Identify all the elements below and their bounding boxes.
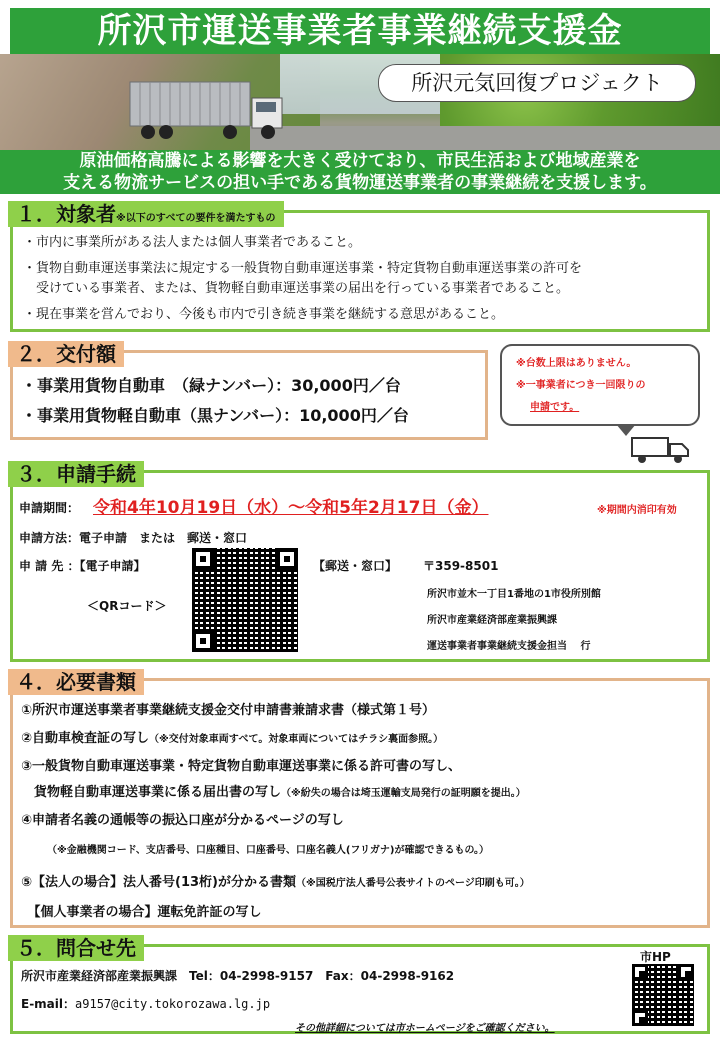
section-heading: ５．問合せ先 — [8, 935, 144, 961]
section-contact: 所沢市産業経済部産業振興課 Tel：04-2998-9157 Fax：04-2998-9162 E-mail：a9157@city.tokorozawa.lg.jp その他詳細については市ホームページをご確認ください。 — [10, 944, 710, 1034]
qr-code-application[interactable] — [192, 548, 298, 652]
eligibility-item: ・現在事業を営んでおり、今後も市内で引き続き事業を継続する意思があること。 — [23, 307, 505, 322]
bubble-tail — [616, 424, 636, 436]
section-heading: ３．申請手続 — [8, 461, 144, 487]
document-item: ②自動車検査証の写し（※交付対象車両すべて。対象車両についてはチラシ裏面参照。） — [21, 731, 444, 746]
document-item: ⑤【法人の場合】法人番号(13桁)が分かる書類（※国税庁法人番号公表サイトのページ印刷も可。） — [21, 875, 530, 890]
section-heading: １．対象者※以下のすべての要件を満たすもの — [8, 201, 284, 227]
application-period: 令和4年10月19日（水）～令和5年2月17日（金） — [93, 498, 489, 518]
section-heading: ２．交付額 — [8, 341, 124, 367]
document-item: ①所沢市運送事業者事業継続支援金交付申請書兼請求書（様式第１号） — [21, 703, 436, 718]
lead-text: 原油価格高騰による影響を大きく受けており、市民生活および地域産業を 支える物流サービスの担い手である貨物運送事業者の事業継続を支援します。 — [0, 150, 720, 194]
eligibility-item: ・市内に事業所がある法人または個人事業者であること。 — [23, 235, 362, 250]
document-item: ④申請者名義の通帳等の振込口座が分かるページの写し — [21, 813, 344, 828]
truck-icon — [630, 436, 690, 464]
project-subtitle: 所沢元気回復プロジェクト — [378, 64, 696, 102]
qr-code-homepage[interactable] — [632, 964, 694, 1026]
page-title: 所沢市運送事業者事業継続支援金 — [10, 8, 710, 54]
truck-icon — [120, 74, 290, 144]
amount-item: ・事業用貨物軽自動車（黒ナンバー）：10,000円／台 — [21, 406, 409, 425]
application-method: 申請方法：電子申請 または 郵送・窓口 — [19, 531, 248, 545]
footer-note: その他詳細については市ホームページをご確認ください。 — [295, 1023, 555, 1034]
amount-item: ・事業用貨物自動車 （緑ナンバー）：30,000円／台 — [21, 376, 401, 395]
section-heading: ４．必要書類 — [8, 669, 144, 695]
eligibility-item: ・貨物自動車運送事業法に規定する一般貨物自動車運送事業・特定貨物自動車運送事業の許可を — [23, 261, 583, 276]
document-note: （※金融機関コード、支店番号、口座種目、口座番号、口座名義人(フリガナ)が確認できるもの。） — [47, 845, 490, 856]
document-item: 【個人事業者の場合】運転免許証の写し — [21, 905, 262, 920]
section-application: 申請期間： 令和4年10月19日（水）～令和5年2月17日（金） ※期間内消印有効 申請方法：電子申請 または 郵送・窓口 申 請 先 ：【電子申請】 【郵送・窓口】 〒359-8501 ＜QRコード＞ 所沢市並木一丁目1番地の1市役所別館 所沢市産業経済部産業振興課 運送事業者事業継続支援金担当 行 — [10, 470, 710, 662]
section-documents — [10, 678, 710, 928]
section-eligibility — [10, 210, 710, 332]
email-link[interactable]: a9157@city.tokorozawa.lg.jp — [75, 997, 271, 1011]
note-bubble: ※台数上限はありません。 ※一事業者につき一回限りの 申請です。 — [500, 344, 700, 426]
postal-code: 〒359-8501 — [423, 559, 499, 573]
document-item: 貨物軽自動車運送事業に係る届出書の写し（※紛失の場合は埼玉運輸支局発行の証明願を提出。） — [21, 785, 526, 800]
contact-info: 所沢市産業経済部産業振興課 Tel：04-2998-9157 Fax：04-2998-9162 — [21, 969, 455, 983]
address-line: 所沢市並木一丁目1番地の1市役所別館 — [427, 589, 601, 600]
address-line: 運送事業者事業継続支援金担当 行 — [427, 641, 591, 652]
qr-title: 市HP — [640, 950, 671, 964]
document-item: ③一般貨物自動車運送事業・特定貨物自動車運送事業に係る許可書の写し、 — [21, 759, 462, 774]
eligibility-item: 受けている事業者、または、貨物軽自動車運送事業の届出を行っている事業者であること。 — [23, 281, 570, 296]
address-line: 所沢市産業経済部産業振興課 — [427, 615, 557, 626]
